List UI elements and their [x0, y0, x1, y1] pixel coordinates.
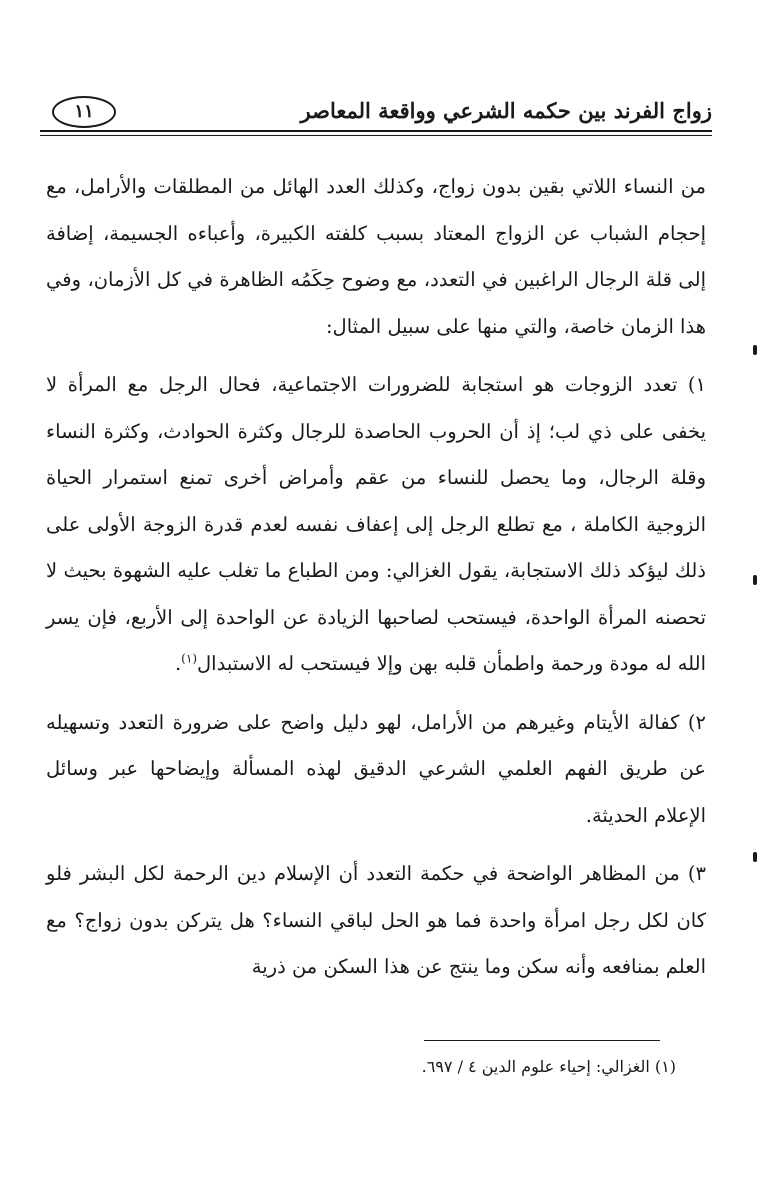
footnote: (١) الغزالي: إحياء علوم الدين ٤ / ٦٩٧. — [421, 1057, 676, 1076]
page-number: ١١ — [52, 96, 116, 128]
footnote-reference: (١) — [181, 651, 197, 666]
page-header — [40, 96, 712, 136]
body-text — [46, 164, 706, 1003]
page-edge-mark — [753, 345, 757, 355]
header-rule-thin — [40, 135, 712, 136]
paragraph: من النساء اللاتي بقين بدون زواج، وكذلك العدد الهائل من المطلقات والأرامل، مع إحجام الشباب عن الزواج المعتاد بسبب كلفته الكبيرة، وأعباءه الجسيمة، إضافة إلى قلة الرجال الراغبين في التعدد، مع وضوح حِكَمُه الظاهرة في كل الأزمان، وفي هذا الزمان خاصة، والتي منها على سبيل المثال: — [46, 175, 706, 338]
paragraph: ٢) كفالة الأيتام وغيرهم من الأرامل، لهو دليل واضح على ضرورة التعدد وتسهيله عن طريق الفهم العلمي الشرعي الدقيق لهذه المسألة وإيضاحها عبر وسائل الإعلام الحديثة. — [46, 710, 706, 827]
page-edge-mark — [753, 852, 757, 862]
paragraph: ١) تعدد الزوجات هو استجابة للضرورات الاجتماعية، فحال الرجل مع المرأة لا يخفى على ذي لب؛ إذ أن الحروب الحاصدة للرجال وكثرة الحوادث، وكثرة النساء وقلة الرجال، وما يحصل للنساء من عقم وأمراض أخرى تمنع استمرار الحياة الزوجية الكاملة ، مع تطلع الرجل إلى إعفاف نفسه لعدم قدرة الزوجة الأولى على ذلك ليؤكد ذلك الاستجابة، يقول الغزالي: ومن الطباع ما تغلب عليه الشهوة بحيث لا تحصنه المرأة الواحدة، فيستحب لصاحبها الزيادة عن الواحدة إلى الأربع، فإن يسر الله له مودة ورحمة واطمأن قلبه بهن وإلا فيستحب له الاستبدال$^{(١)}$. — [46, 373, 706, 675]
footnote-separator — [424, 1040, 660, 1041]
page-edge-mark — [753, 575, 757, 585]
running-title: زواج الفرند بين حكمه الشرعي وواقعة المعاصر — [300, 98, 712, 123]
header-rule — [40, 130, 712, 132]
paragraph: ٣) من المظاهر الواضحة في حكمة التعدد أن الإسلام دين الرحمة لكل البشر فلو كان لكل رجل امرأة واحدة فما هو الحل لباقي النساء؟ هل يتركن بدون زواج؟ مع العلم بمنافعه وأنه سكن وما ينتج عن هذا السكن من ذرية — [46, 862, 706, 978]
